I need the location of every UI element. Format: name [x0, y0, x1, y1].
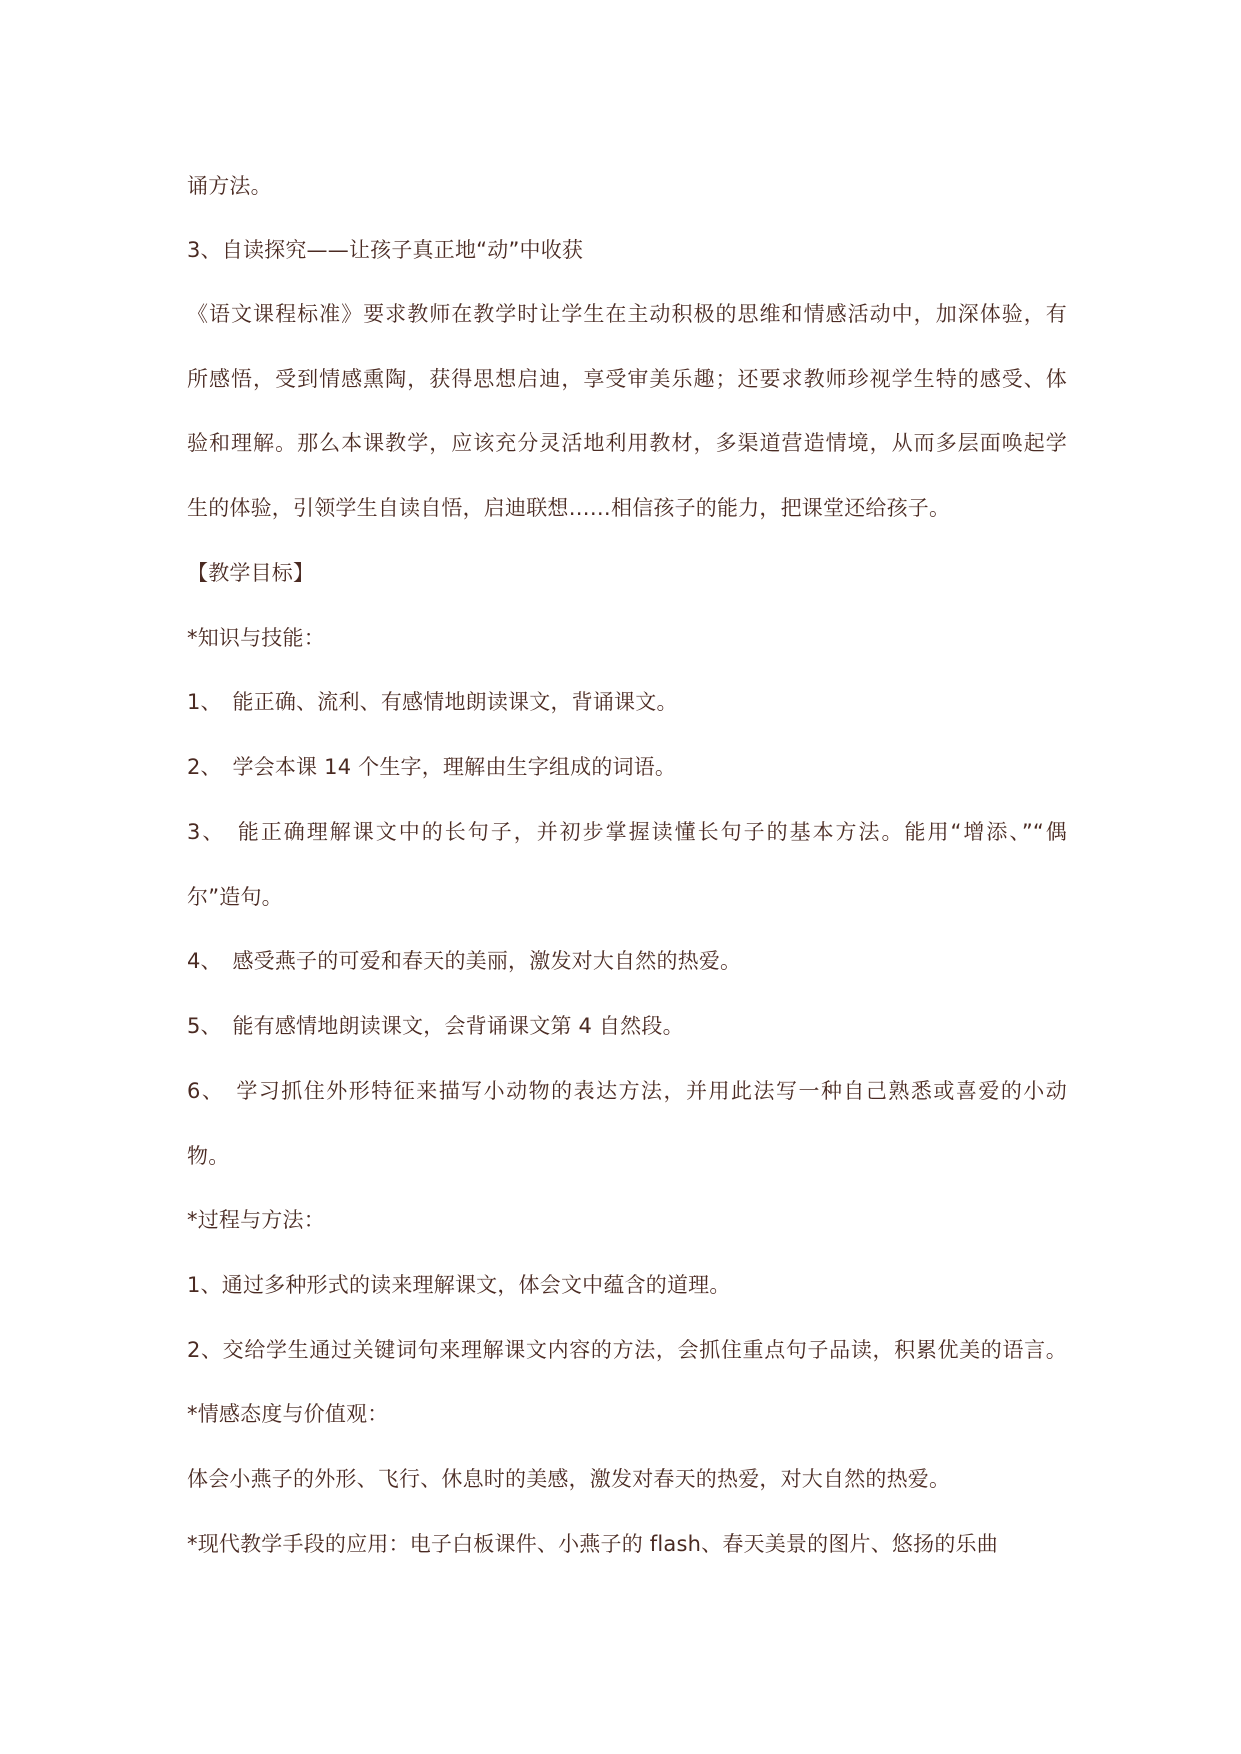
subsection-title: *知识与技能： — [187, 626, 325, 650]
paragraph-line: 验和理解。那么本课教学，应该充分灵活地利用教材，多渠道营造情境，从而多层面唤起学 — [187, 431, 1067, 455]
paragraph-line: 所感悟，受到情感熏陶，获得思想启迪，享受审美乐趣；还要求教师珍视学生特的感受、体 — [187, 367, 1067, 391]
section-heading: 3、自读探究——让孩子真正地“动”中收获 — [187, 238, 584, 262]
text-line: 诵方法。 — [187, 174, 272, 198]
list-item: 4、 感受燕子的可爱和春天的美丽，激发对大自然的热爱。 — [187, 949, 742, 973]
paragraph-line: 生的体验，引领学生自读自悟，启迪联想……相信孩子的能力，把课堂还给孩子。 — [187, 496, 951, 520]
paragraph-line: 《语文课程标准》要求教师在教学时让学生在主动积极的思维和情感活动中，加深体验，有 — [187, 302, 1067, 326]
list-item: 1、通过多种形式的读来理解课文，体会文中蕴含的道理。 — [187, 1273, 731, 1297]
list-item: 1、 能正确、流利、有感情地朗读课文，背诵课文。 — [187, 690, 678, 714]
subsection-title: *情感态度与价值观： — [187, 1402, 389, 1426]
list-item: 2、 学会本课 14 个生字，理解由生字组成的词语。 — [187, 755, 677, 779]
section-title: 【教学目标】 — [187, 561, 315, 585]
list-item: 5、 能有感情地朗读课文，会背诵课文第 4 自然段。 — [187, 1014, 684, 1038]
subsection-title: *过程与方法： — [187, 1208, 325, 1232]
paragraph-line: 体会小燕子的外形、飞行、休息时的美感，激发对春天的热爱，对大自然的热爱。 — [187, 1467, 951, 1491]
list-item-continuation: 尔”造句。 — [187, 885, 283, 909]
paragraph-line: *现代教学手段的应用：电子白板课件、小燕子的 flash、春天美景的图片、悠扬的乐曲 — [187, 1532, 998, 1556]
list-item: 6、 学习抓住外形特征来描写小动物的表达方法，并用此法写一种自己熟悉或喜爱的小动 — [187, 1079, 1067, 1103]
list-item: 3、 能正确理解课文中的长句子，并初步掌握读懂长句子的基本方法。能用“增添、”“偶 — [187, 820, 1067, 844]
list-item-continuation: 物。 — [187, 1144, 230, 1168]
list-item: 2、交给学生通过关键词句来理解课文内容的方法，会抓住重点句子品读，积累优美的语言。 — [187, 1338, 1067, 1362]
